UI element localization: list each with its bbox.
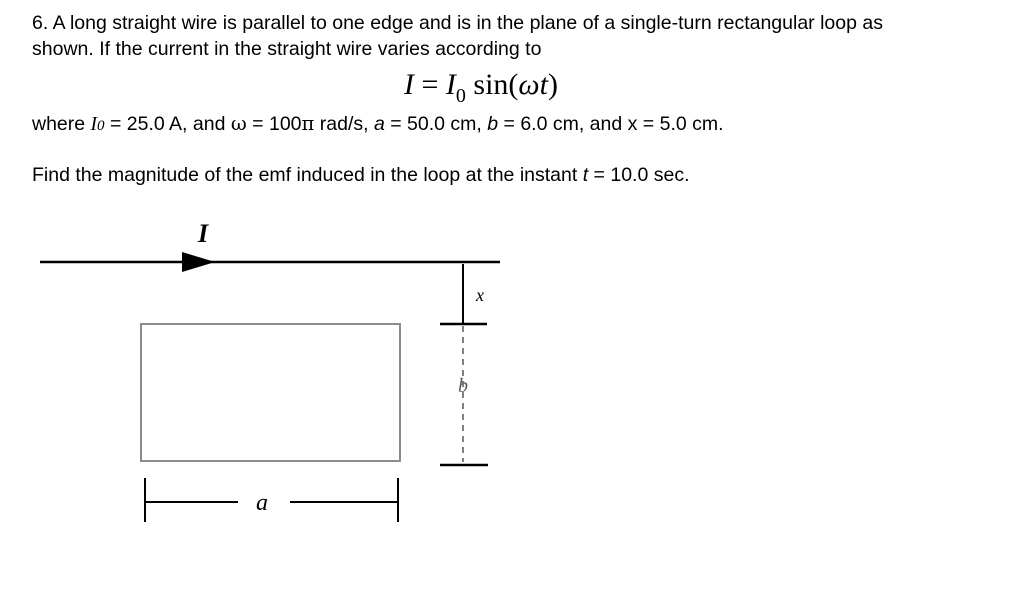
equation-close-paren: ) — [547, 68, 558, 101]
a-symbol: a — [373, 113, 385, 135]
b-symbol: b — [487, 113, 499, 135]
x-label: x — [476, 285, 484, 305]
a-value: = 50.0 cm, — [384, 113, 488, 135]
find-suffix: = 10.0 sec. — [588, 164, 690, 186]
i0-subscript: 0 — [97, 118, 105, 134]
i0-value: = 25.0 A, and — [104, 113, 231, 135]
equation-equals: = — [421, 68, 439, 101]
i0-symbol: I — [90, 114, 98, 135]
b-label: b — [458, 375, 468, 397]
omega-value: = 100 — [246, 113, 302, 135]
current-arrow-icon — [182, 252, 215, 272]
equation-sine: sin( — [473, 68, 519, 101]
equation-time: t — [539, 68, 548, 101]
problem-intro-line-1: 6. A long straight wire is parallel to one edge and is in the plane of a single-turn rectangular loop as — [32, 12, 883, 34]
b-and-x-values: = 6.0 cm, and x = 5.0 cm. — [498, 113, 724, 135]
equation-omega: ω — [518, 68, 540, 101]
equation-lhs: I — [404, 68, 414, 101]
problem-intro-line-2: shown. If the current in the straight wire varies according to — [32, 38, 542, 60]
omega-symbol: ω — [230, 112, 247, 135]
current-label: I — [198, 219, 209, 248]
where-prefix: where — [32, 113, 91, 135]
equation-amplitude: I — [445, 68, 456, 101]
t-symbol: t — [582, 164, 589, 186]
rectangular-loop — [141, 324, 400, 461]
pi-symbol: π — [301, 112, 315, 135]
a-label: a — [256, 490, 268, 516]
find-prefix: Find the magnitude of the emf induced in the loop at the instant — [32, 164, 583, 186]
equation-amplitude-subscript: 0 — [455, 85, 466, 107]
omega-unit: rad/s, — [314, 113, 374, 135]
